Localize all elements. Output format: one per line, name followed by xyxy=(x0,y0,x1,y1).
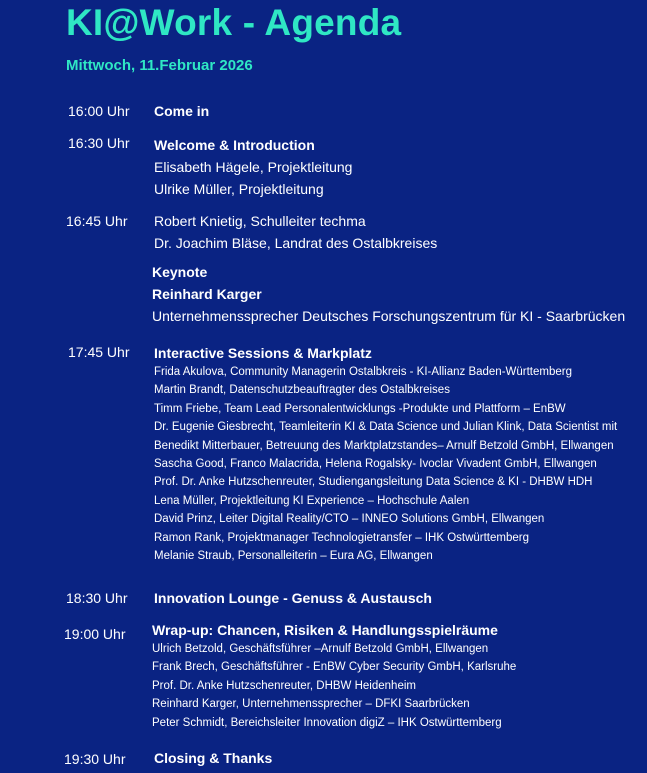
speaker-line: Peter Schmidt, Bereichsleiter Innovation digiZ – IHK Ostwürttemberg xyxy=(152,716,502,729)
speaker-line: Prof. Dr. Anke Hutzschenreuter, Studiengangsleitung Data Science & KI - DHBW HDH xyxy=(154,476,593,489)
speaker-line: Dr. Eugenie Giesbrecht, Teamleiterin KI & Data Science und Julian Klink, Data Scientist mit xyxy=(154,421,618,434)
session-title: Keynote xyxy=(152,264,208,280)
agenda-item-closing xyxy=(154,747,272,769)
time-label: 16:00 Uhr xyxy=(68,103,130,119)
speaker-line: Benedikt Mitterbauer, Betreuung des Marktplatzstandes– Arnulf Betzold GmbH, Ellwangen xyxy=(154,439,614,452)
session-title: Interactive Sessions & Markplatz xyxy=(154,345,372,361)
speaker-line: Ulrike Müller, Projektleitung xyxy=(154,181,324,197)
agenda-item-wrap-up xyxy=(152,620,516,732)
time-label: 17:45 Uhr xyxy=(68,344,130,360)
agenda-item-welcome xyxy=(154,134,352,200)
time-label: 19:00 Uhr xyxy=(64,626,126,642)
agenda-item-greetings xyxy=(154,210,437,254)
speaker-line: Frank Brech, Geschäftsführer - EnBW Cyber Security GmbH, Karlsruhe xyxy=(152,661,517,674)
speaker-line: Prof. Dr. Anke Hutzschenreuter, DHBW Heidenheim xyxy=(152,679,416,692)
agenda-item-interactive-sessions xyxy=(154,343,617,565)
session-title: Come in xyxy=(154,103,210,119)
keynote-speaker: Reinhard Karger xyxy=(152,286,262,302)
speaker-line: Dr. Joachim Bläse, Landrat des Ostalbkreises xyxy=(154,235,438,251)
speaker-line: Reinhard Karger, Unternehmenssprecher – DFKI Saarbrücken xyxy=(152,698,470,711)
page-title: KI@Work - Agenda xyxy=(66,2,402,43)
speaker-line: Robert Knietig, Schulleiter techma xyxy=(154,213,366,229)
speaker-line: David Prinz, Leiter Digital Reality/CTO – INNEO Solutions GmbH, Ellwangen xyxy=(154,513,545,526)
time-label: 19:30 Uhr xyxy=(64,751,126,767)
speaker-line: Ulrich Betzold, Geschäftsführer –Arnulf Betzold GmbH, Ellwangen xyxy=(152,643,489,655)
time-label: 16:30 Uhr xyxy=(68,135,130,151)
session-title: Innovation Lounge - Genuss & Austausch xyxy=(154,590,432,606)
speaker-line: Martin Brandt, Datenschutzbeauftragter des Ostalbkreises xyxy=(154,384,450,397)
session-title: Wrap-up: Chancen, Risiken & Handlungsspielräume xyxy=(152,622,498,638)
speaker-line: Melanie Straub, Personalleiterin – Eura AG, Ellwangen xyxy=(154,550,433,563)
speaker-line: Lena Müller, Projektleitung KI Experience – Hochschule Aalen xyxy=(154,494,470,507)
speaker-line: Ramon Rank, Projektmanager Technologietransfer – IHK Ostwürttemberg xyxy=(154,531,529,544)
agenda-item-come-in xyxy=(154,100,209,122)
speaker-line: Frida Akulova, Community Managerin Ostalbkreis - KI-Allianz Baden-Württemberg xyxy=(154,366,572,378)
speaker-line: Unternehmenssprecher Deutsches Forschungszentrum für KI - Saarbrücken xyxy=(152,308,626,324)
event-date: Mittwoch, 11.Februar 2026 xyxy=(66,57,253,74)
time-label: 16:45 Uhr xyxy=(66,213,128,229)
session-title: Welcome & Introduction xyxy=(154,137,315,153)
speaker-line: Elisabeth Hägele, Projektleitung xyxy=(154,159,353,175)
agenda-item-innovation-lounge xyxy=(154,587,432,609)
speaker-line: Sascha Good, Franco Malacrida, Helena Rogalsky- Ivoclar Vivadent GmbH, Ellwangen xyxy=(154,458,597,471)
session-title: Closing & Thanks xyxy=(154,750,273,766)
speaker-line: Timm Friebe, Team Lead Personalentwicklungs -Produkte und Plattform – EnBW xyxy=(154,402,566,415)
agenda-item-keynote xyxy=(152,261,625,327)
time-label: 18:30 Uhr xyxy=(66,590,128,606)
